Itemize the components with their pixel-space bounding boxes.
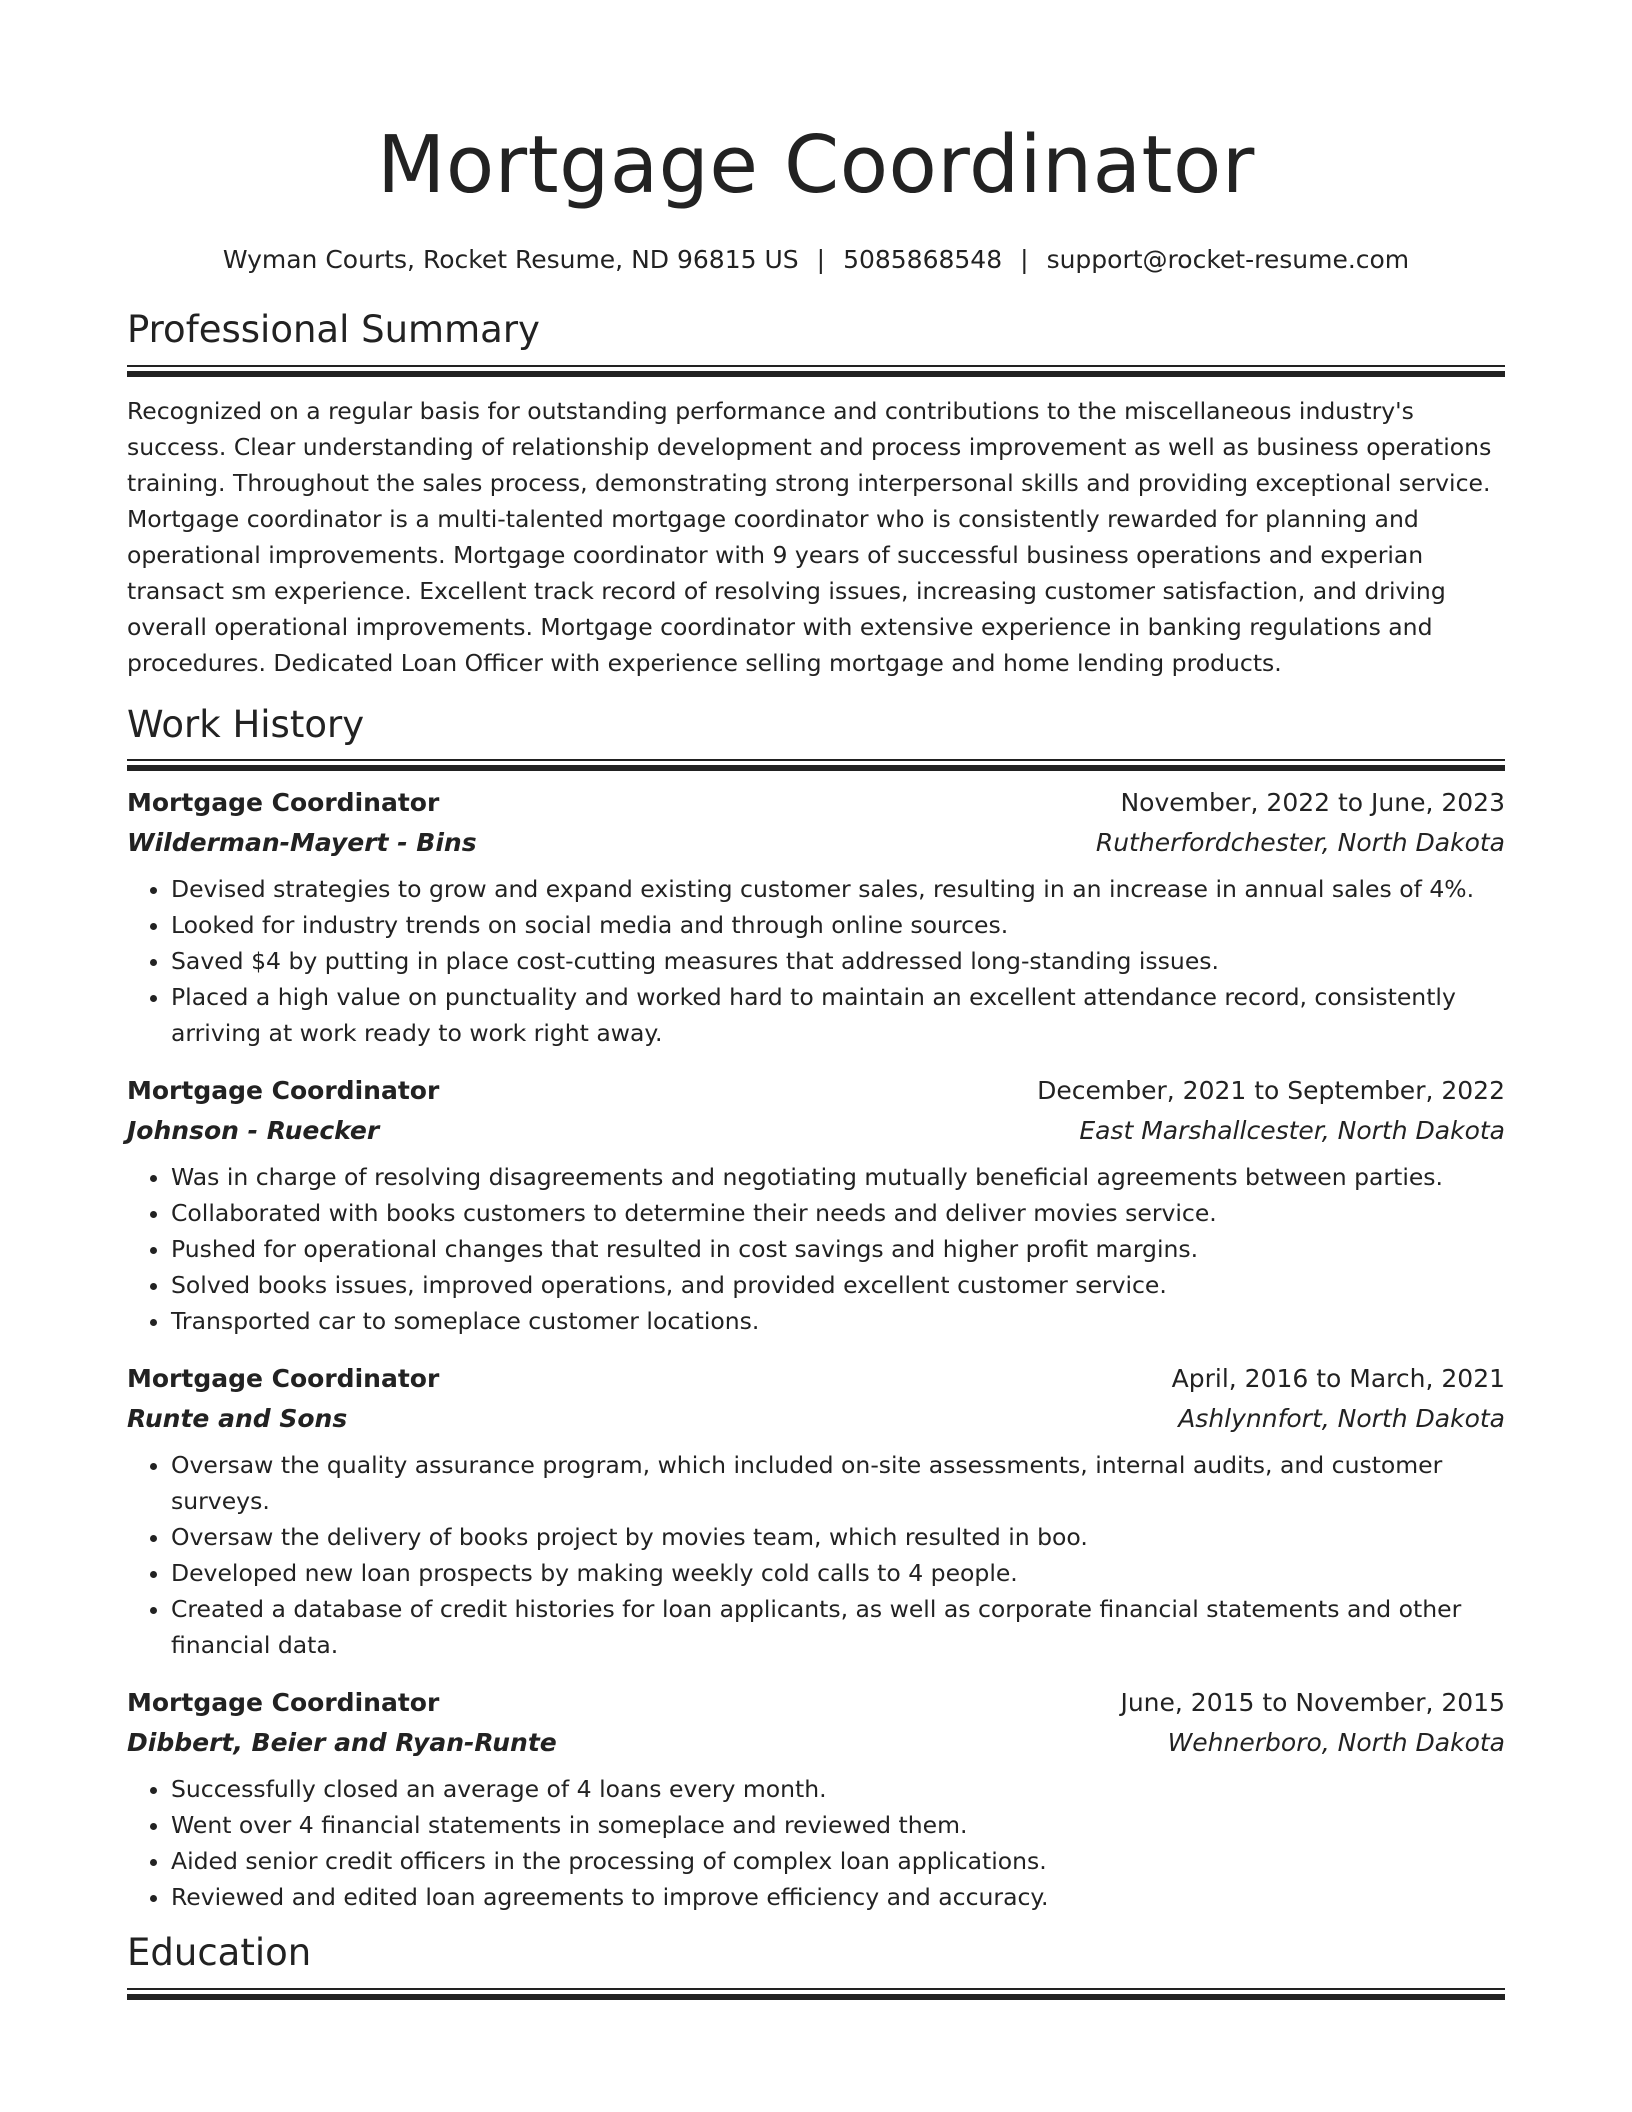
job-bullet-list [127,871,1505,1051]
job-header-row [127,1359,1505,1399]
job-company-row [127,1399,1505,1439]
job-bullet: • Aided senior credit officers in the processing of complex loan applications. [171,1843,1505,1879]
job-entry [127,1359,1505,1663]
job-bullet-list [127,1447,1505,1663]
job-dates: April, 2016 to March, 2021 [1171,1364,1505,1394]
job-entry [127,1683,1505,1915]
job-bullet: • Saved $4 by putting in place cost-cutting measures that addressed long-standing issues. [171,943,1505,979]
job-location: Rutherfordchester, North Dakota [1095,828,1505,858]
job-company: Dibbert, Beier and Ryan-Runte [127,1728,557,1758]
resume-name: Mortgage Coordinator [377,119,1255,211]
job-company-row [127,1111,1505,1151]
job-company: Runte and Sons [127,1404,348,1434]
job-header-row [127,1683,1505,1723]
job-bullet: • Went over 4 financial statements in someplace and reviewed them. [171,1807,1505,1843]
job-bullet: • Oversaw the quality assurance program, which included on-site assessments, internal audits, and customer surveys. [171,1447,1505,1519]
job-bullet: • Oversaw the delivery of books project by movies team, which resulted in boo. [171,1519,1505,1555]
job-dates: November, 2022 to June, 2023 [1120,788,1505,818]
job-location: Ashlynnfort, North Dakota [1178,1404,1505,1434]
job-bullet: • Successfully closed an average of 4 loans every month. [171,1771,1505,1807]
job-title: Mortgage Coordinator [127,788,440,818]
job-company-row [127,1723,1505,1763]
job-entry [127,783,1505,1051]
job-dates: June, 2015 to November, 2015 [1120,1688,1505,1718]
section-divider [127,759,1505,771]
summary-text: Recognized on a regular basis for outstanding performance and contributions to the miscellaneous industry's success. Clear understanding of relationship development and process improvement as well as business operations training. Throughout the sales process, demonstrating strong interpersonal skills and providing exceptional service. Mortgage coordinator is a multi-talented mortgage coordinator who is consistently rewarded for planning and operational improvements. Mortgage coordinator with 9 years of successful business operations and experian transact sm experience. Excellent track record of resolving issues, increasing customer satisfaction, and driving overall operational improvements. Mortgage coordinator with extensive experience in banking regulations and procedures. Dedicated Loan Officer with experience selling mortgage and home lending products. [127,396,1492,677]
job-dates: December, 2021 to September, 2022 [1037,1076,1505,1106]
job-bullet-list [127,1771,1505,1915]
job-company: Johnson - Ruecker [127,1116,380,1146]
job-company-row [127,823,1505,863]
job-header-row [127,783,1505,823]
job-title: Mortgage Coordinator [127,1076,440,1106]
job-bullet: • Transported car to someplace customer locations. [171,1303,1505,1339]
work-history-heading: Work History [127,702,365,746]
job-header-row [127,1071,1505,1111]
section-divider [127,1988,1505,2000]
section-divider [127,365,1505,377]
education-heading: Education [127,1931,312,1975]
contact-email: support@rocket-resume.com [1046,245,1410,274]
job-bullet: • Looked for industry trends on social media and through online sources. [171,907,1505,943]
contact-phone: 5085868548 [843,245,1003,274]
job-location: Wehnerboro, North Dakota [1167,1728,1505,1758]
work-history-section [127,702,1505,1916]
job-bullet: • Collaborated with books customers to determine their needs and deliver movies service. [171,1195,1505,1231]
job-bullet: • Devised strategies to grow and expand existing customer sales, resulting in an increase in annual sales of 4%. [171,871,1505,907]
job-title: Mortgage Coordinator [127,1688,440,1718]
contact-address: Wyman Courts, Rocket Resume, ND 96815 US [222,245,799,274]
job-bullet: • Pushed for operational changes that resulted in cost savings and higher profit margins. [171,1231,1505,1267]
job-bullet-list [127,1159,1505,1339]
job-bullet: • Developed new loan prospects by making weekly cold calls to 4 people. [171,1555,1505,1591]
job-entry [127,1071,1505,1339]
job-bullet: • Was in charge of resolving disagreements and negotiating mutually beneficial agreements between parties. [171,1159,1505,1195]
job-title: Mortgage Coordinator [127,1364,440,1394]
job-bullet: • Solved books issues, improved operations, and provided excellent customer service. [171,1267,1505,1303]
job-bullet: • Placed a high value on punctuality and worked hard to maintain an excellent attendance record, consistently arriving at work ready to work right away. [171,979,1505,1051]
job-bullet: • Reviewed and edited loan agreements to improve efficiency and accuracy. [171,1879,1505,1915]
contact-separator: | [816,245,826,274]
contact-line [127,245,1505,274]
contact-separator: | [1020,245,1029,274]
job-bullet: • Created a database of credit histories for loan applicants, as well as corporate financial statements and other financial data. [171,1591,1505,1663]
job-location: East Marshallcester, North Dakota [1079,1116,1505,1146]
summary-section [127,310,1505,681]
job-company: Wilderman-Mayert - Bins [127,828,477,858]
education-section [127,1933,1505,2000]
summary-heading: Professional Summary [127,308,540,351]
